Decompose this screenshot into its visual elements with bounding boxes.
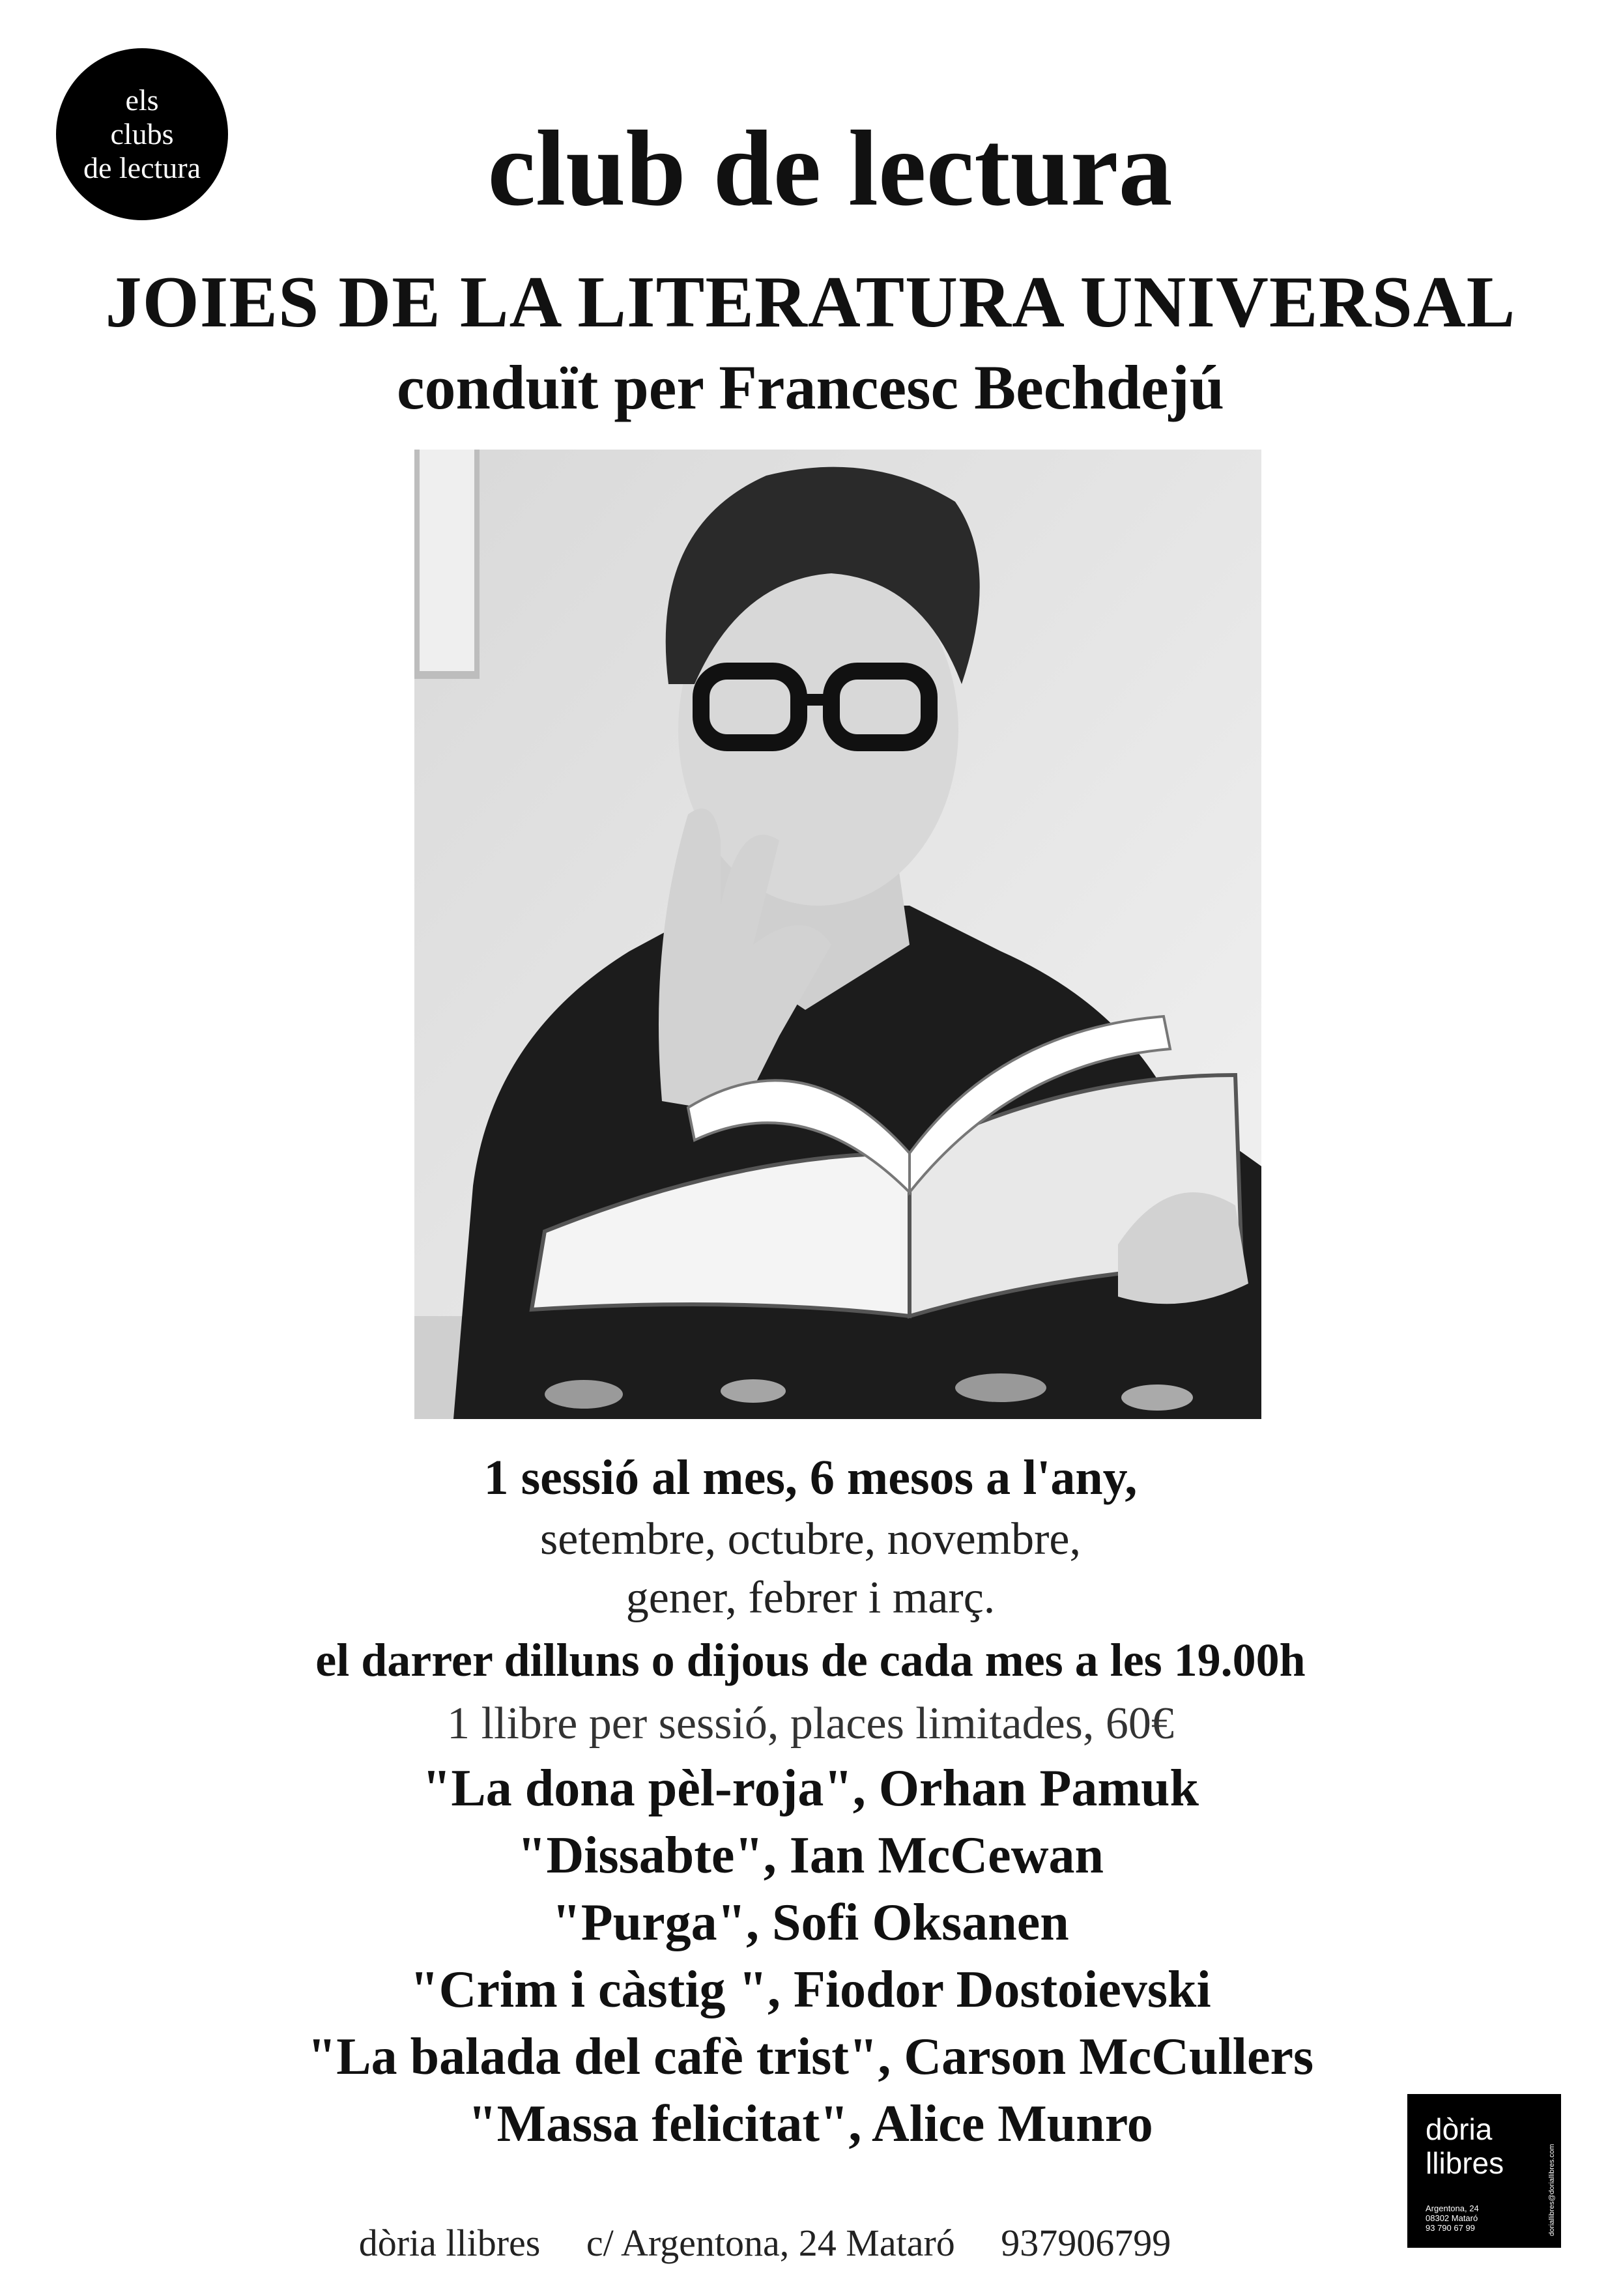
months-line-2: gener, febrer i març.: [625, 1573, 996, 1623]
badge-line-1: els: [125, 83, 159, 117]
doria-llibres-logo: [1407, 2094, 1561, 2248]
footer-address: c/ Argentona, 24 Mataró: [586, 2222, 955, 2264]
book-item-1: "La dona pèl-roja", Orhan Pamuk: [422, 1760, 1199, 1817]
conductor-line: conduït per Francesc Bechdejú: [396, 352, 1225, 422]
footer-phone: 937906799: [1001, 2222, 1171, 2264]
frequency-line: 1 sessió al mes, 6 mesos a l'any,: [483, 1450, 1138, 1505]
book-item-5: "La balada del cafè trist", Carson McCullers: [307, 2028, 1314, 2086]
reader-photo-illustration: [414, 450, 1261, 1419]
reader-photo: [414, 450, 1261, 1419]
book-item-6: "Massa felicitat", Alice Munro: [468, 2095, 1153, 2153]
logo-address-line-1: Argentona, 24: [1426, 2203, 1479, 2213]
logo-address: [1426, 2203, 1479, 2233]
footer-contact: [0, 2220, 1621, 2266]
logo-address-line-2: 08302 Mataró: [1426, 2213, 1478, 2223]
when-line: el darrer dilluns o dijous de cada mes a les 19.00h: [315, 1634, 1306, 1686]
logo-address-line-3: 93 790 67 99: [1426, 2223, 1475, 2233]
book-item-4: "Crim i càstig ", Fiodor Dostoievski: [410, 1961, 1211, 2018]
logo-name-line-1: dòria: [1426, 2112, 1493, 2146]
series-subtitle: JOIES DE LA LITERATURA UNIVERSAL: [105, 262, 1516, 343]
schedule-section: [0, 1445, 1621, 2158]
details-line: 1 llibre per sessió, places limitades, 60€: [447, 1699, 1174, 1749]
logo-name-line-2: llibres: [1426, 2146, 1504, 2180]
badge-line-3: de lectura: [83, 151, 201, 184]
page-title: club de lectura: [487, 108, 1173, 228]
book-item-3: "Purga", Sofi Oksanen: [552, 1894, 1069, 1951]
footer-shop: dòria llibres: [358, 2222, 541, 2264]
logo-name: [1426, 2112, 1504, 2180]
logo-side-text: doriallibres@doriallibres.com: [1548, 2144, 1556, 2236]
book-item-2: "Dissabte", Ian McCewan: [517, 1827, 1104, 1884]
months-line-1: setembre, octubre, novembre,: [540, 1514, 1081, 1564]
badge-line-2: clubs: [110, 117, 174, 151]
